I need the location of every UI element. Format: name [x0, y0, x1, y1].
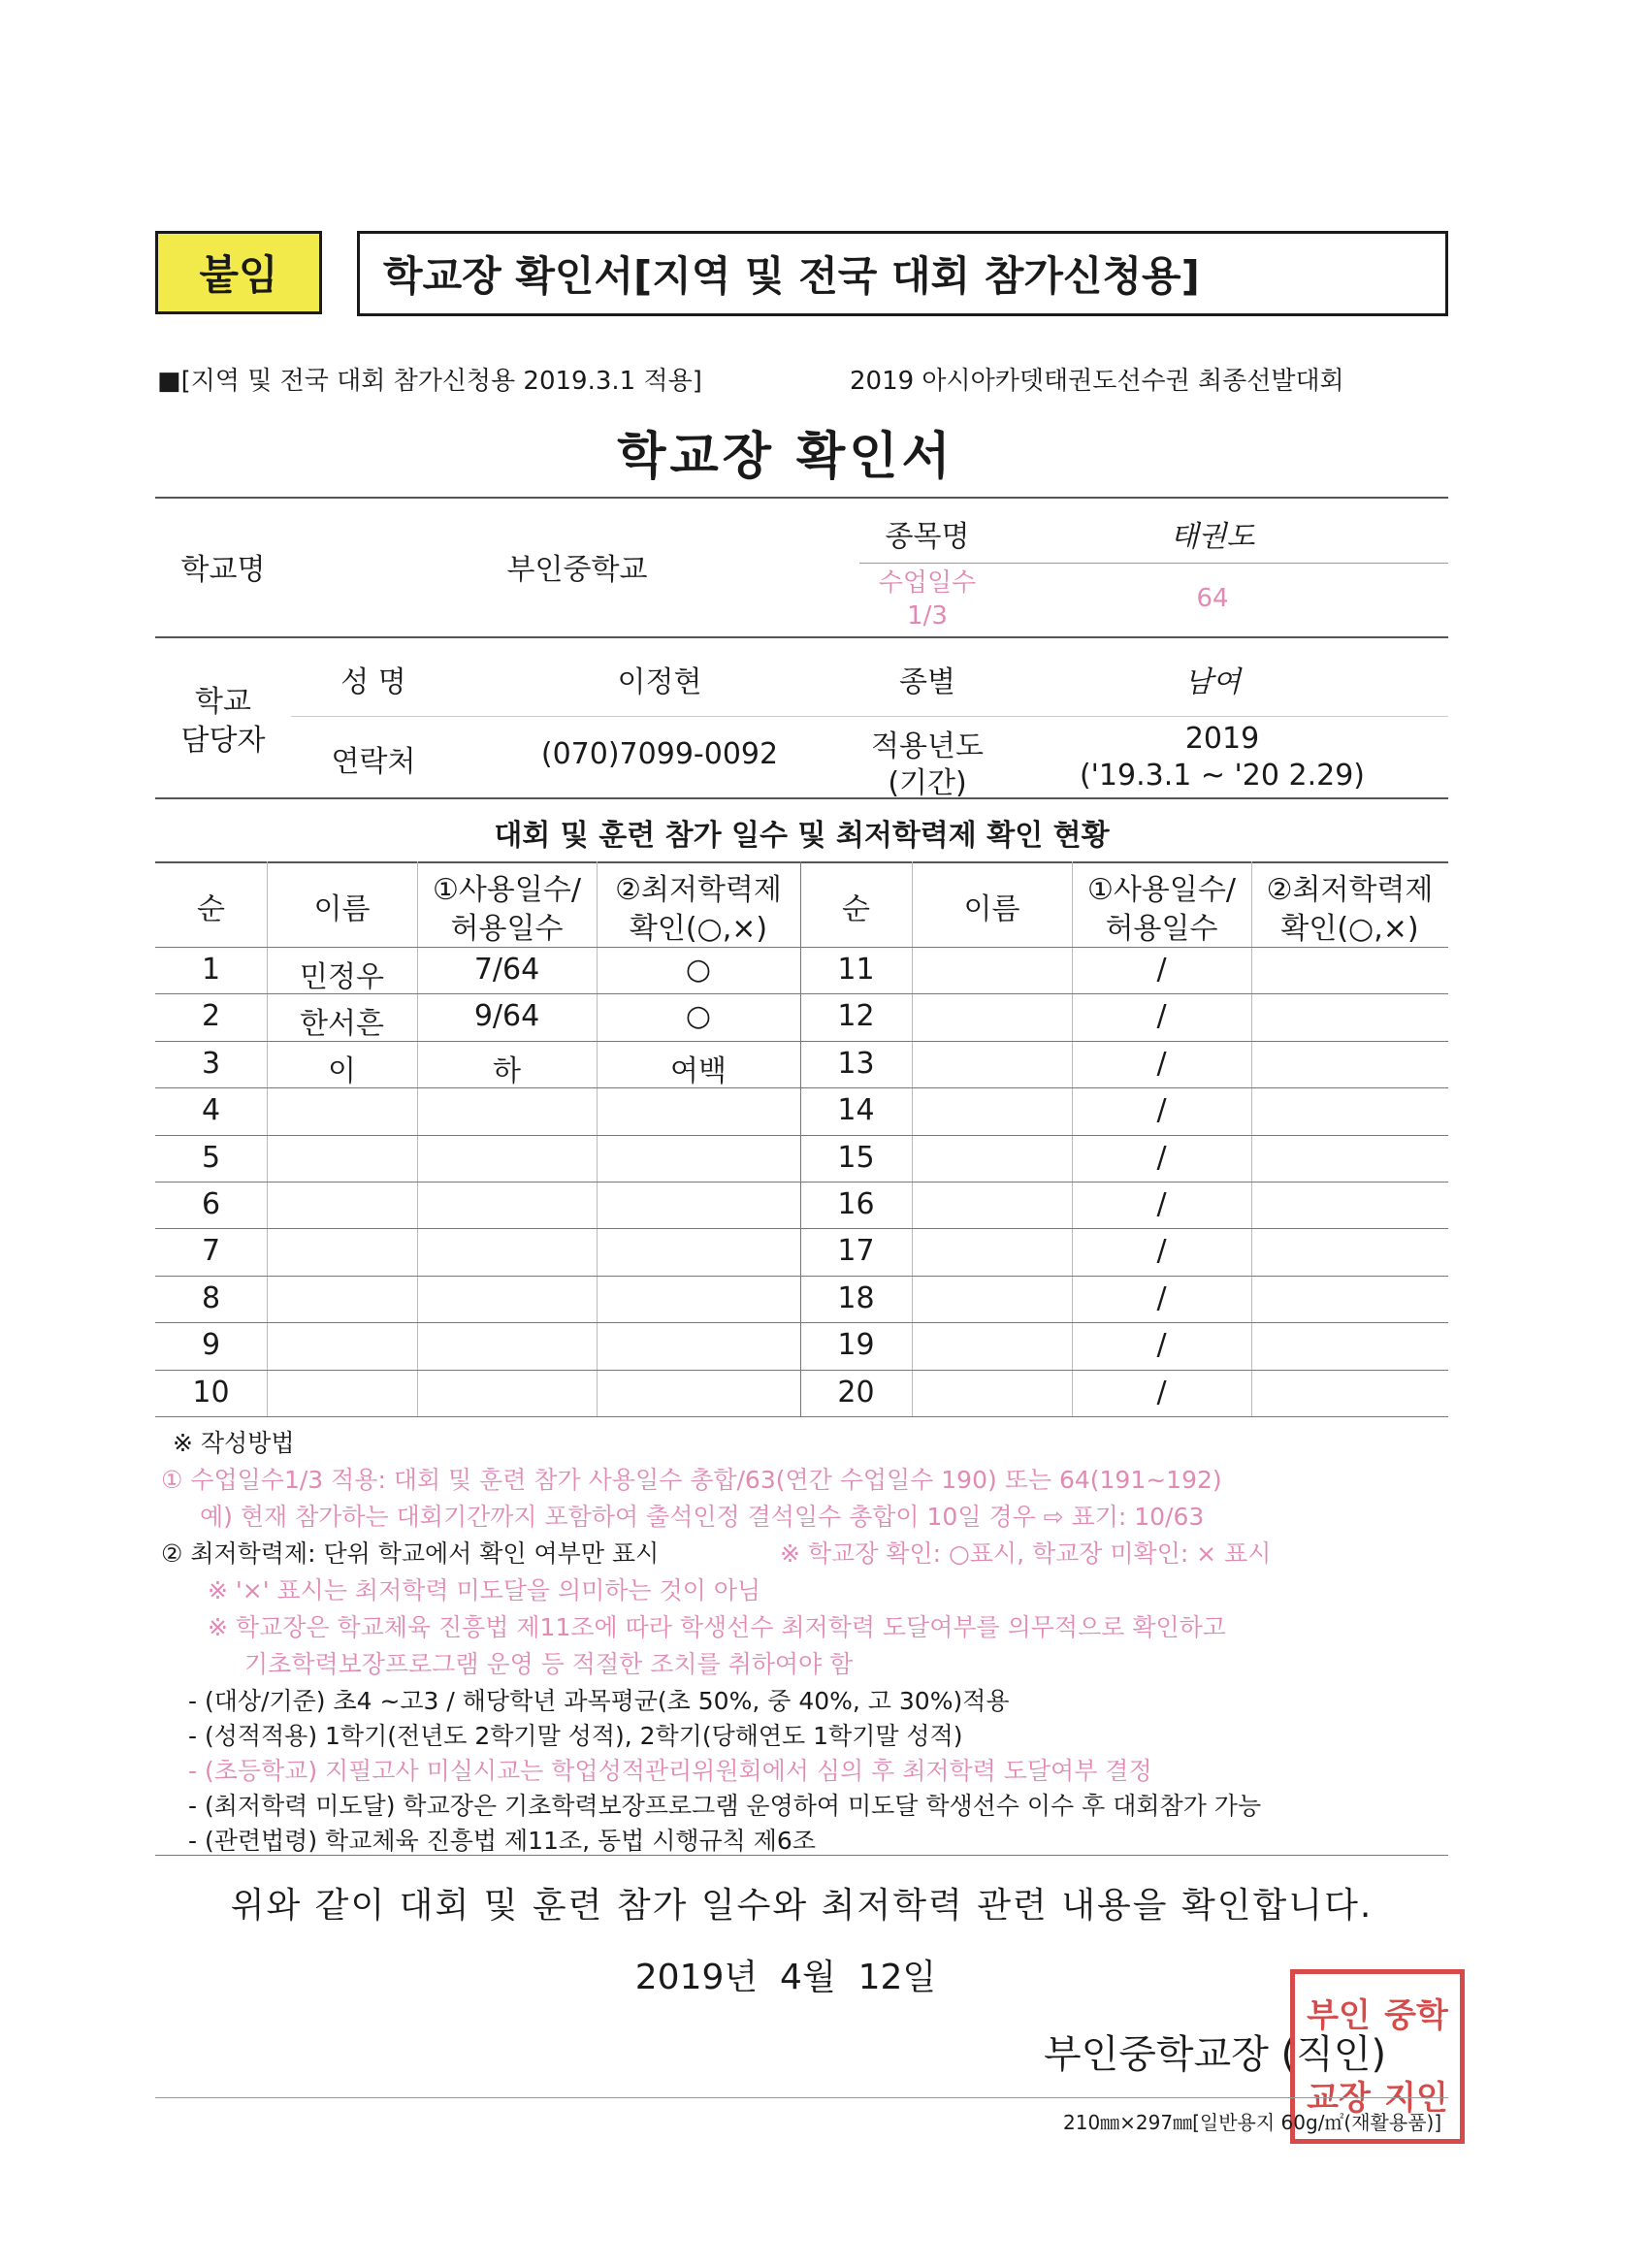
- row-name: 이: [328, 1053, 356, 1088]
- paper-spec: 210㎜×297㎜[일반용지 60g/㎡(재활용품)]: [1063, 2111, 1442, 2134]
- col-header-check-2: 확인(○,×): [629, 912, 768, 946]
- detail-not-reached: - (최저학력 미도달) 학교장은 기초학력보장프로그램 운영하여 미도달 학생선수 이수 후 대회참가 가능: [188, 1792, 1262, 1820]
- info-top-border: [155, 497, 1448, 499]
- school-value: 부인중학교: [506, 553, 648, 587]
- row-no: 14: [837, 1093, 875, 1128]
- period-value: ('19.3.1 ~ '20 2.29): [1079, 759, 1366, 793]
- confirmation-date: 2019년 4월 12일: [634, 1958, 937, 1997]
- col-header-days-2: 허용일수: [450, 912, 564, 946]
- event-label: 종목명: [885, 520, 970, 554]
- detail-target: - (대상/기준) 초4 ~고3 / 해당학년 과목평균(초 50%, 중 40%, 고 30%)적용: [188, 1687, 1010, 1715]
- row-no: 13: [837, 1046, 875, 1081]
- row-days: /: [1156, 1280, 1167, 1315]
- gender-label: 종별: [899, 665, 955, 699]
- footer-rule: [155, 2097, 1448, 2098]
- period-label: (기간): [888, 766, 967, 800]
- manager-name: 이정현: [617, 665, 702, 699]
- col-header-check: ②최저학력제: [615, 873, 782, 907]
- seal-glyph: 지인: [1384, 2078, 1448, 2118]
- gender-value: 남여: [1184, 665, 1241, 699]
- principal-signature: 부인중학교장 (직인): [1044, 2032, 1387, 2077]
- table-row-divider: [155, 1370, 1448, 1371]
- table-row-divider: [155, 1276, 1448, 1277]
- col-header-no-right: 순: [842, 892, 870, 926]
- row-no: 6: [201, 1187, 221, 1221]
- notes-bottom-border: [155, 1855, 1448, 1856]
- detail-elementary: - (초등학교) 지필고사 미실시교는 학업성적관리위원회에서 심의 후 최저학력 도달여부 결정: [188, 1757, 1152, 1785]
- row-no: 4: [201, 1093, 221, 1128]
- document-title: 학교장 확인서: [617, 428, 954, 486]
- row-days: /: [1156, 1046, 1167, 1081]
- col-header-name: 이름: [313, 892, 371, 926]
- row-no: 16: [837, 1187, 875, 1221]
- table-bottom-border: [155, 1416, 1448, 1417]
- class-days-value: 64: [1196, 584, 1229, 613]
- row-no: 1: [201, 953, 221, 987]
- attachment-tag: 붙임: [155, 231, 322, 314]
- col-header-days-right-2: 허용일수: [1105, 912, 1218, 946]
- row-no: 11: [837, 953, 875, 987]
- table-row-divider: [155, 1322, 1448, 1323]
- table-row-divider: [155, 1182, 1448, 1183]
- school-label: 학교명: [180, 553, 266, 587]
- row-no: 10: [192, 1375, 230, 1409]
- year-value: 2019: [1184, 722, 1260, 756]
- info-divider-manager: [291, 716, 1448, 717]
- table-col-divider: [597, 861, 598, 1416]
- event-value: 태권도: [1170, 520, 1255, 554]
- manager-label: 학교: [195, 685, 251, 719]
- class-days-ratio-label: 1/3: [907, 601, 948, 631]
- manager-label-2: 담당자: [180, 724, 266, 758]
- table-row-divider: [155, 1228, 1448, 1229]
- note-class-days: ① 수업일수1/3 적용: 대회 및 훈련 참가 사용일수 총합/63(연간 수업일수 190) 또는 64(191~192): [161, 1466, 1222, 1494]
- row-no: 19: [837, 1328, 875, 1363]
- note-class-days-example: 예) 현재 참가하는 대회기간까지 포함하여 출석인정 결석일수 총합이 10일 경우 ⇨ 표기: 10/63: [200, 1503, 1205, 1531]
- info-divider-school: [155, 636, 1448, 638]
- row-check: 여백: [670, 1053, 727, 1088]
- table-col-divider: [912, 861, 913, 1416]
- seal-glyph: 중학: [1384, 1995, 1448, 2035]
- contact-value: (070)7099-0092: [540, 737, 779, 771]
- name-label: 성 명: [340, 665, 406, 699]
- row-days: /: [1156, 1093, 1167, 1128]
- table-col-divider: [417, 861, 418, 1416]
- form-usage-note: ■[지역 및 전국 대회 참가신청용 2019.3.1 적용]: [157, 367, 702, 396]
- confirmation-text: 위와 같이 대회 및 훈련 참가 일수와 최저학력 관련 내용을 확인합니다.: [230, 1886, 1374, 1926]
- form-title-box: 학교장 확인서[지역 및 전국 대회 참가신청용]: [357, 231, 1448, 316]
- note-principal-duty-2: 기초학력보장프로그램 운영 등 적절한 조치를 취하여야 함: [244, 1650, 854, 1678]
- row-days: 7/64: [473, 953, 540, 987]
- row-days: /: [1156, 1375, 1167, 1409]
- row-days: /: [1156, 1187, 1167, 1221]
- row-no: 5: [201, 1140, 221, 1175]
- table-top-border: [155, 861, 1448, 863]
- row-days: 9/64: [473, 999, 540, 1034]
- seal-glyph: 부인: [1307, 1995, 1371, 2035]
- table-row-divider: [155, 1087, 1448, 1088]
- row-days: /: [1156, 1140, 1167, 1175]
- year-label: 적용년도: [871, 729, 984, 763]
- table-row-divider: [155, 947, 1448, 948]
- table-row-divider: [155, 993, 1448, 994]
- notes-heading: ※ 작성방법: [173, 1429, 295, 1457]
- row-no: 3: [201, 1046, 221, 1081]
- note-min-academic: ② 최저학력제: 단위 학교에서 확인 여부만 표시: [161, 1539, 660, 1568]
- info-bottom-border: [155, 797, 1448, 799]
- participation-table-title: 대회 및 훈련 참가 일수 및 최저학력제 확인 현황: [494, 819, 1110, 853]
- table-row-divider: [155, 1135, 1448, 1136]
- row-no: 8: [201, 1280, 221, 1315]
- note-x-mark: ※ '×' 표시는 최저학력 미도달을 의미하는 것이 아님: [208, 1576, 761, 1604]
- note-min-academic-mark: ※ 학교장 확인: ○표시, 학교장 미확인: × 표시: [780, 1539, 1272, 1568]
- row-no: 9: [201, 1328, 221, 1363]
- row-no: 18: [837, 1280, 875, 1315]
- seal-glyph: 교장: [1307, 2078, 1371, 2118]
- row-name: 한서흔: [300, 1007, 384, 1042]
- row-no: 2: [201, 999, 221, 1034]
- class-days-label: 수업일수: [878, 568, 977, 598]
- table-col-divider: [267, 861, 268, 1416]
- table-row-divider: [155, 1041, 1448, 1042]
- table-col-divider: [1251, 861, 1252, 1416]
- row-no: 15: [837, 1140, 875, 1175]
- row-no: 7: [201, 1234, 221, 1269]
- row-days: /: [1156, 1328, 1167, 1363]
- row-no: 20: [837, 1375, 875, 1409]
- col-header-days-right: ①사용일수/: [1087, 873, 1236, 907]
- row-check: ○: [685, 999, 712, 1034]
- col-header-no: 순: [197, 892, 225, 926]
- row-no: 12: [837, 999, 875, 1034]
- detail-grades: - (성적적용) 1학기(전년도 2학기말 성적), 2학기(당해연도 1학기말 성적): [188, 1722, 963, 1750]
- note-principal-duty: ※ 학교장은 학교체육 진흥법 제11조에 따라 학생선수 최저학력 도달여부를 의무적으로 확인하고: [208, 1613, 1226, 1641]
- row-name: 민정우: [300, 960, 384, 994]
- row-days: /: [1156, 1234, 1167, 1269]
- detail-law: - (관련법령) 학교체육 진흥법 제11조, 동법 시행규칙 제6조: [188, 1827, 816, 1855]
- row-days: /: [1156, 999, 1167, 1034]
- row-days: /: [1156, 953, 1167, 987]
- col-header-check-right-2: 확인(○,×): [1280, 912, 1419, 946]
- row-no: 17: [837, 1234, 875, 1269]
- competition-name: 2019 아시아카뎃태권도선수권 최종선발대회: [850, 367, 1344, 396]
- col-header-name-right: 이름: [963, 892, 1020, 926]
- contact-label: 연락처: [331, 745, 416, 779]
- col-header-check-right: ②최저학력제: [1266, 873, 1434, 907]
- row-days: 하: [493, 1053, 521, 1088]
- col-header-days: ①사용일수/: [433, 873, 581, 907]
- row-check: ○: [685, 953, 712, 987]
